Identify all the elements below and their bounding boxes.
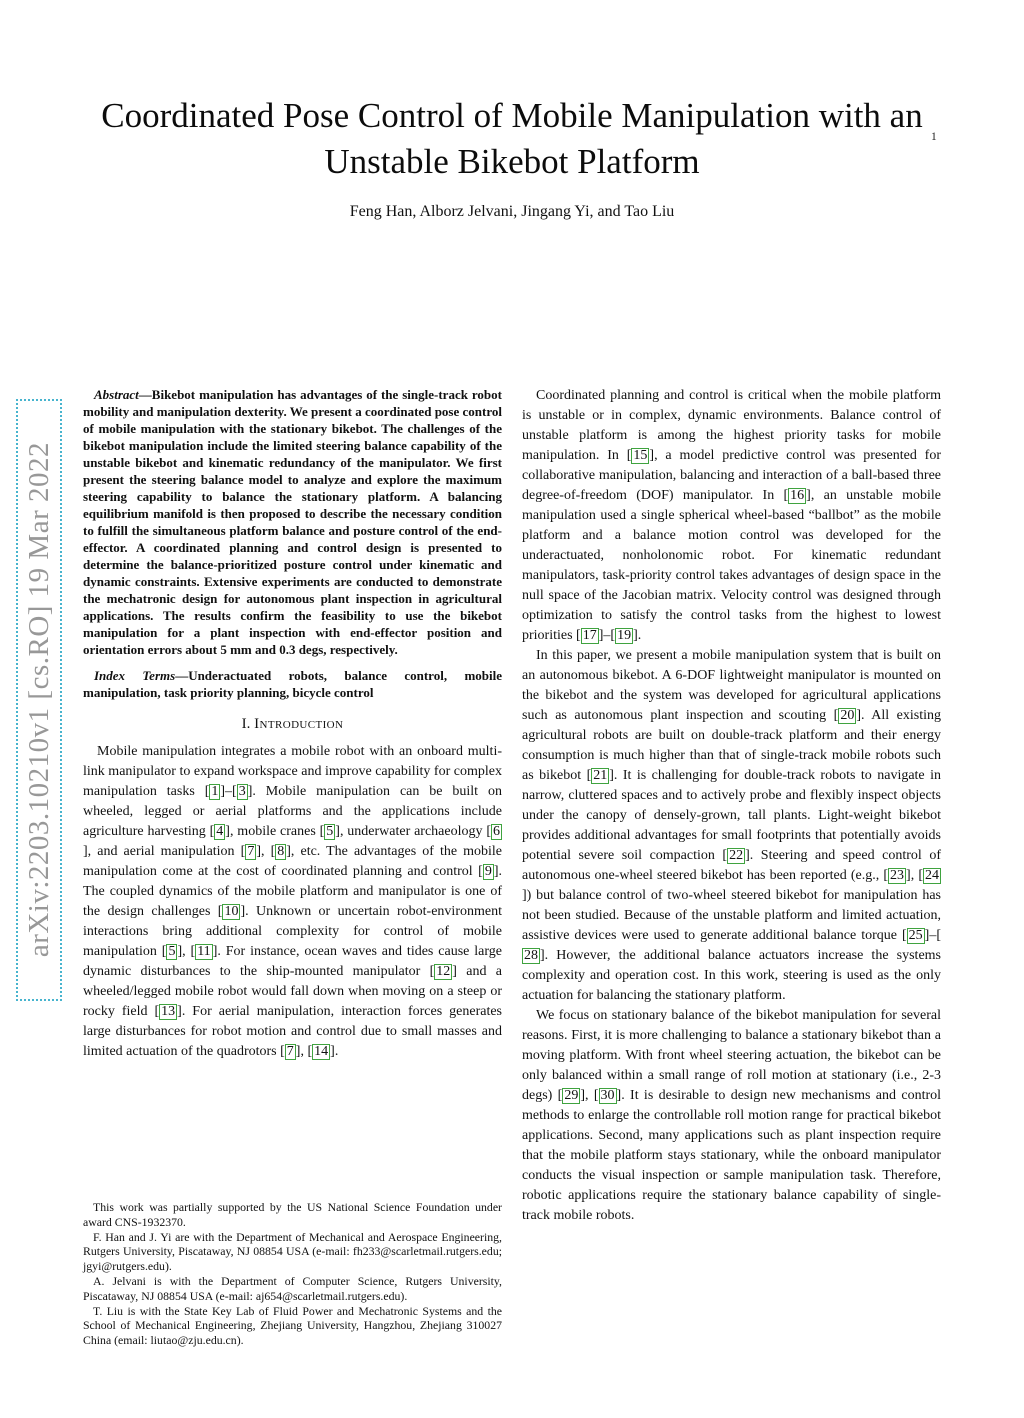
citation-ref[interactable]: 13 bbox=[161, 1004, 176, 1019]
citation-ref[interactable]: 9 bbox=[484, 864, 492, 879]
footnotes-block bbox=[83, 1200, 502, 1348]
citation-ref[interactable]: 21 bbox=[593, 768, 608, 783]
citation-ref[interactable]: 15 bbox=[633, 448, 648, 463]
citation-ref[interactable]: 6 bbox=[493, 824, 500, 839]
citation-ref[interactable]: 20 bbox=[840, 708, 855, 723]
intro-paragraph: Mobile manipulation integrates a mobile robot with an onboard multi-link manipulator to expand workspace and improve capability for complex manipulation tasks [ 1 ]–[ 3 ]. Mobile manipulation can be built on wheeled, legged or aerial platforms and the applications include agriculture harvesting [ 4 ], mobile cranes [ 5 ], underwater archaeology [ 6], and aerial manipulation [ 7 ], [ 8 ], etc. The advantages of the mobile manipulation come at the cost of coordinated planning and control [ 9 ]. The coupled dynamics of the mobile platform and manipulator is one of the design challenges [ 10 ]. Unknown or uncertain robot-environment interactions bring additional complexity for control of mobile manipulation [ 5 ], [ 11 ]. For instance, ocean waves and tides cause large dynamic disturbances to the ship-mounted manipulator [ 12 ] and a wheeled/legged mobile robot would fall down when moving on a steep or rocky field [ 13 ]. For aerial manipulation, interaction forces generates large disturbances for robot motion and control due to small masses and limited actuation of the quadrotors [ 7 ], [ 14 ]. bbox=[83, 744, 503, 1059]
citation-ref[interactable]: 30 bbox=[600, 1088, 615, 1103]
left-column bbox=[83, 386, 502, 1348]
authors-line: Feng Han, Alborz Jelvani, Jingang Yi, and Tao Liu bbox=[349, 203, 675, 220]
paper-page bbox=[0, 93, 1024, 1418]
paragraph: We focus on stationary balance of the bikebot manipulation for several reasons. First, it is more challenging to balance a stationary bikebot than a moving platform. With front wheel steering actuation, the bikebot can be only balanced within a small range of roll motion at stationary (i.e., 2-3 degs) [ 29 ], [ 30 ]. It is desirable to design new mechanisms and control methods to enlarge the controllable roll motion range for practical bikebot applications. Second, many applications such as plant inspection require that the mobile platform stays stationary, while the onboard manipulator conducts the visual inspection or sample manipulation task. Therefore, robotic applications require the stationary balance capability of single-track mobile robots. bbox=[522, 1008, 942, 1223]
citation-ref[interactable]: 17 bbox=[582, 628, 597, 643]
index-terms-dash: — bbox=[175, 668, 189, 683]
page-number: 1 bbox=[931, 131, 937, 143]
paragraph: In this paper, we present a mobile manipulation system that is built on an autonomous bikebot. A 6-DOF lightweight manipulator is mounted on the bikebot and the system was developed for agricultural applications such as autonomous plant inspection and scouting [ 20 ]. All existing agricultural robots are built on double-track platform and their energy consumption is much higher than that of single-track mobile robots such as bikebot [ 21 ]. It is challenging for double-track robots to navigate in narrow, cluttered spaces and to actively probe and flexibly inspect objects under the canopy of densely-grown, tall plants. Light-weight bikebot provides additional advantages for small footprints that potentially avoids potential severe soil compaction [ 22 ]. Steering and speed control of autonomous one-wheel steered bikebot has been reported (e.g., [ 23 ], [ 24]) but balance control of two-wheel steered bikebot for manipulation has not been studied. Because of the unstable platform and limited actuation, assistive devices were used to generate additional balance torque [ 25 ]–[28 ]. However, the additional balance actuators increase the systems complexity and operation cost. In this work, steering is used as the only actuation for balancing the stationary platform. bbox=[522, 648, 942, 1003]
citation-ref[interactable]: 4 bbox=[216, 824, 224, 839]
index-terms-label: Index Terms bbox=[94, 668, 176, 683]
citation-ref[interactable]: 11 bbox=[197, 944, 211, 959]
right-column bbox=[522, 386, 941, 1348]
paragraph: Coordinated planning and control is critical when the mobile platform is unstable or in complex, dynamic environments. Balance control of unstable platform is among the highest priority tasks for mobile manipulation. In [ 15 ], a model predictive control was presented for collaborative manipulation, balancing and interaction of a ball-based three degree-of-freedom (DOF) manipulator. In [ 16 ], an unstable mobile manipulation used a single spherical wheel-based “ballbot” as the mobile platform and a balance motion control was developed for the underactuated, nonholonomic robot. For kinematic redundant manipulators, task-priority control takes advantages of design space in the null space of the Jacobian matrix. Velocity control was designed through optimization to satisfy the control tasks from the highest to lowest priorities [ 17 ]–[ 19 ]. bbox=[522, 388, 941, 643]
citation-ref[interactable]: 23 bbox=[890, 868, 905, 883]
section-heading-introduction bbox=[83, 716, 502, 733]
paper-title: Coordinated Pose Control of Mobile Manipulation with an Unstable Bikebot Platform bbox=[101, 96, 923, 181]
citation-ref[interactable]: 16 bbox=[790, 488, 805, 503]
citation-ref[interactable]: 3 bbox=[238, 784, 246, 799]
footnote-author-3: T. Liu is with the State Key Lab of Fluid Power and Mechatronic Systems and the School of Mechanical Engineering, Zhejiang University, Hangzhou, Zhejiang 310027 China (email: liutao@zju.edu.cn). bbox=[83, 1303, 502, 1348]
citation-ref[interactable]: 25 bbox=[908, 928, 923, 943]
abstract-label: Abstract bbox=[94, 387, 139, 402]
citation-ref[interactable]: 10 bbox=[224, 904, 239, 919]
abstract-dash: — bbox=[138, 387, 152, 402]
citation-ref[interactable]: 29 bbox=[564, 1088, 579, 1103]
citation-ref[interactable]: 24 bbox=[925, 868, 939, 883]
citation-ref[interactable]: 5 bbox=[168, 944, 176, 959]
abstract-text: Bikebot manipulation has advantages of the single-track robot mobility and manipulation dexterity. We present a coordinated pose control of mobile manipulation with the stationary bikebot. The challenges of the bikebot manipulation include the limited steering balance capability of the unstable bikebot and kinematic redundancy of the manipulator. We first present the steering balance model to analyze and explore the maximum steering capability to balance the stationary platform. A balancing equilibrium manifold is then proposed to describe the necessary condition to fulfill the simultaneous platform balance and posture control of the end-effector. A coordinated planning and control design is presented to determine the balance-prioritized posture control under kinematic and dynamic constraints. Extensive experiments are conducted to demonstrate the mechatronic design for autonomous plant inspection in agricultural applications. The results confirm the feasibility to use the bikebot manipulation for a plant inspection with end-effector position and orientation errors about 5 mm and 0.3 degs, respectively. bbox=[83, 387, 502, 657]
citation-ref[interactable]: 22 bbox=[729, 848, 744, 863]
section-number: I. bbox=[241, 716, 251, 732]
footnote-funding: This work was partially supported by the US National Science Foundation under award CNS-1932370. bbox=[83, 1200, 502, 1229]
abstract bbox=[83, 386, 502, 658]
footnote-author-1: F. Han and J. Yi are with the Department of Mechanical and Aerospace Engineering, Rutgers University, Piscataway, NJ 08854 USA (e-mail: fh233@scarletmail.rutgers.edu; jgyi@rutgers.edu). bbox=[83, 1229, 502, 1274]
citation-ref[interactable]: 1 bbox=[211, 784, 219, 799]
citation-ref[interactable]: 19 bbox=[617, 628, 632, 643]
citation-ref[interactable]: 28 bbox=[524, 948, 538, 963]
index-terms-text: Underactuated robots, balance control, mobile manipulation, task priority planning, bicycle control bbox=[83, 668, 503, 700]
citation-ref[interactable]: 7 bbox=[247, 844, 255, 859]
arxiv-watermark-text: arXiv:2203.10210v1 [cs.RO] 19 Mar 2022 bbox=[22, 442, 55, 958]
index-terms bbox=[83, 667, 502, 701]
citation-ref[interactable]: 12 bbox=[436, 964, 451, 979]
arxiv-watermark bbox=[16, 399, 62, 1001]
footnote-author-2: A. Jelvani is with the Department of Computer Science, Rutgers University, Piscataway, NJ 08854 USA (e-mail: aj654@scarletmail.rutgers.edu). bbox=[83, 1274, 502, 1303]
citation-ref[interactable]: 7 bbox=[286, 1044, 294, 1059]
citation-ref[interactable]: 14 bbox=[314, 1044, 329, 1059]
two-column-body bbox=[83, 386, 941, 1348]
section-title: Introduction bbox=[254, 716, 344, 732]
citation-ref[interactable]: 8 bbox=[277, 844, 285, 859]
citation-ref[interactable]: 5 bbox=[326, 824, 334, 839]
